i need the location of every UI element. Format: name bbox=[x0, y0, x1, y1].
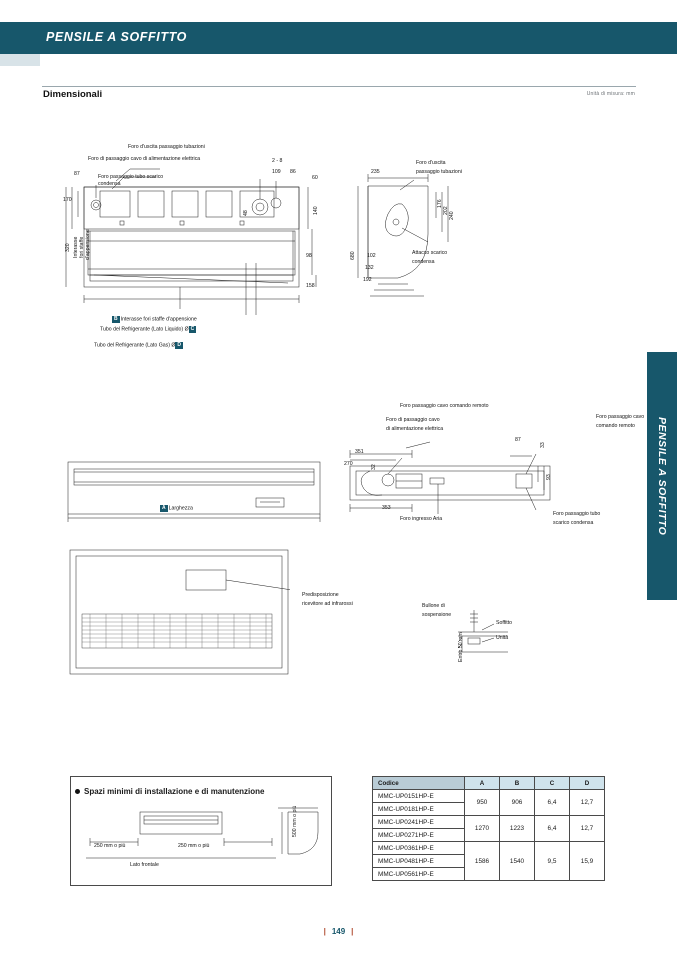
callout-cavo-comando-remoto-top: Foro passaggio cavo comando remoto bbox=[400, 403, 489, 409]
mid-dim-87: 87 bbox=[515, 437, 521, 443]
side-dim-102: 102 bbox=[367, 253, 376, 259]
callout-sospensione: sospensione bbox=[422, 612, 452, 618]
callout-comando-remoto-right: comando remoto bbox=[596, 423, 635, 429]
callout-foro-ingresso-aria: Foro ingresso Aria bbox=[400, 516, 443, 522]
callout-larghezza bbox=[160, 505, 193, 512]
cell-model: MMC-UP0181HP-E bbox=[373, 803, 465, 816]
badge-a: A bbox=[162, 505, 166, 511]
callout-predisposizione: Predisposizione bbox=[302, 592, 339, 598]
page-title: PENSILE A SOFFITTO bbox=[46, 30, 187, 44]
callout-foro-passaggio-tubo: Foro passaggio tubo bbox=[553, 511, 601, 517]
vlabel-fori-staffe: fori staffe bbox=[79, 236, 85, 258]
cell-d: 15,9 bbox=[570, 842, 605, 881]
callout-scarico-condensa-mid: scarico condensa bbox=[553, 520, 594, 526]
side-dim-235: 235 bbox=[371, 169, 380, 175]
dim-87: 87 bbox=[74, 171, 80, 177]
badge-c: C bbox=[190, 326, 195, 332]
side-dim-176: 176 bbox=[437, 199, 443, 208]
callout-tubo-liquido bbox=[100, 326, 197, 333]
units-note: Unità di misura: mm bbox=[586, 91, 635, 97]
badge-d: D bbox=[177, 342, 182, 348]
table-header-row bbox=[373, 777, 605, 790]
callout-foro-uscita-tubazioni: Foro d'uscita passaggio tubazioni bbox=[128, 144, 205, 150]
mid-dim-93: 93 bbox=[546, 474, 552, 480]
callout-entro-50mm: Entro 50 mm bbox=[458, 632, 464, 662]
mid-dim-33: 33 bbox=[540, 442, 546, 448]
callout-foro-cavo-alimentazione: Foro di passaggio cavo di alimentazione elettrica bbox=[88, 156, 201, 162]
dim-140: 140 bbox=[313, 206, 319, 215]
mid-dim-353: 353 bbox=[382, 505, 391, 511]
spaces-diagram bbox=[82, 806, 320, 878]
side-tab-label: PENSILE A SOFFITTO bbox=[656, 416, 668, 536]
side-dim-202: 202 bbox=[443, 206, 449, 215]
models-table bbox=[372, 776, 605, 881]
dim-2-8: 2 - 8 bbox=[272, 158, 283, 164]
side-callout-foro-uscita: Foro d'uscita bbox=[416, 160, 446, 166]
drawing-bottom-view bbox=[68, 548, 290, 676]
spaces-title: Spazi minimi di installazione e di manutenzione bbox=[84, 787, 265, 796]
th-b: B bbox=[500, 777, 535, 790]
cell-model: MMC-UP0241HP-E bbox=[373, 816, 465, 829]
table-row bbox=[373, 790, 605, 803]
mid-dim-351: 351 bbox=[355, 449, 364, 455]
side-callout-passaggio-tubazioni: passaggio tubazioni bbox=[416, 169, 462, 175]
dim-60: 60 bbox=[312, 175, 318, 181]
callout-tubo-gas-text: Tubo del Refrigerante (Lato Gas) Ø bbox=[94, 342, 176, 349]
side-callout-condensa: condensa bbox=[412, 259, 435, 265]
callout-tubo-gas bbox=[94, 342, 184, 349]
side-dim-132: 132 bbox=[365, 265, 374, 271]
drawing-mid-front-elevation bbox=[66, 460, 322, 522]
badge-b: B bbox=[114, 316, 118, 322]
th-a: A bbox=[465, 777, 500, 790]
callout-larghezza-text: Larghezza bbox=[168, 505, 193, 512]
side-dim-680: 680 bbox=[350, 251, 356, 260]
callout-unita: Unità bbox=[496, 635, 509, 641]
side-dim-192: 192 bbox=[363, 277, 372, 283]
side-callout-attacco-scarico: Attacco scarico bbox=[412, 250, 448, 256]
vlabel-dappensione: d'appensione bbox=[85, 229, 91, 260]
dim-86: 86 bbox=[290, 169, 296, 175]
cell-b: 906 bbox=[500, 790, 535, 816]
spaces-left-label: 250 mm o più bbox=[94, 843, 126, 849]
callout-soffitto: Soffitto bbox=[496, 620, 513, 626]
cell-a: 1586 bbox=[465, 842, 500, 881]
th-c: C bbox=[535, 777, 570, 790]
callout-ricevitore-infrarossi: ricevitore ad infrarossi bbox=[302, 601, 353, 607]
callout-foro-passaggio-cavo-right: Foro passaggio cavo bbox=[596, 414, 645, 420]
cell-model: MMC-UP0481HP-E bbox=[373, 855, 465, 868]
dim-170: 170 bbox=[63, 197, 72, 203]
spaces-vertical-label: 500 mm o più bbox=[292, 805, 298, 837]
cell-c: 9,5 bbox=[535, 842, 570, 881]
cell-model: MMC-UP0271HP-E bbox=[373, 829, 465, 842]
section-divider bbox=[42, 86, 636, 87]
callout-foro-scarico-condensa: Foro passaggio tubo scarico condensa bbox=[98, 174, 164, 187]
footer-bar-left: | bbox=[323, 927, 326, 936]
cell-c: 6,4 bbox=[535, 816, 570, 842]
spaces-right-label: 250 mm o più bbox=[178, 843, 210, 849]
cell-d: 12,7 bbox=[570, 816, 605, 842]
mid-dim-270: 270 bbox=[344, 461, 353, 467]
page-number: 149 bbox=[331, 927, 346, 936]
dim-109: 109 bbox=[272, 169, 281, 175]
cell-c: 6,4 bbox=[535, 790, 570, 816]
drawing-top-front-view bbox=[60, 165, 330, 315]
dim-320: 320 bbox=[65, 243, 71, 252]
th-d: D bbox=[570, 777, 605, 790]
footer-bar-right: | bbox=[351, 927, 354, 936]
callout-alimentazione-elettrica-mid: di alimentazione elettrica bbox=[386, 426, 444, 432]
cell-model: MMC-UP0561HP-E bbox=[373, 868, 465, 881]
section-title: Dimensionali bbox=[43, 89, 103, 100]
cell-model: MMC-UP0361HP-E bbox=[373, 842, 465, 855]
th-codice: Codice bbox=[373, 777, 465, 790]
spaces-caption: Lato frontale bbox=[130, 862, 159, 868]
cell-b: 1540 bbox=[500, 842, 535, 881]
dim-48: 48 bbox=[243, 210, 249, 216]
cell-b: 1223 bbox=[500, 816, 535, 842]
header-corner-accent bbox=[0, 54, 40, 66]
vlabel-interasse: Interasse bbox=[73, 236, 79, 258]
callout-bullone: Bullone di bbox=[422, 603, 445, 609]
dim-158: 158 bbox=[306, 283, 315, 289]
mid-dim-32: 32 bbox=[371, 464, 377, 470]
cell-d: 12,7 bbox=[570, 790, 605, 816]
cell-model: MMC-UP0151HP-E bbox=[373, 790, 465, 803]
cell-a: 1270 bbox=[465, 816, 500, 842]
table-row bbox=[373, 816, 605, 829]
drawing-mid-top-view bbox=[330, 438, 560, 528]
callout-foro-passaggio-cavo: Foro di passaggio cavo bbox=[386, 417, 440, 423]
spaces-bullet-icon bbox=[75, 789, 80, 794]
callout-interasse-staffe bbox=[112, 316, 197, 323]
cell-a: 950 bbox=[465, 790, 500, 816]
dim-98: 98 bbox=[306, 253, 312, 259]
table-row bbox=[373, 842, 605, 855]
callout-tubo-liquido-text: Tubo del Refrigerante (Lato Liquido) Ø bbox=[100, 326, 189, 333]
page-footer bbox=[0, 927, 677, 936]
side-dim-240: 240 bbox=[449, 211, 455, 220]
callout-interasse-text: Interasse fori staffe d'appensione bbox=[120, 316, 197, 323]
drawing-side-profile bbox=[340, 170, 460, 300]
